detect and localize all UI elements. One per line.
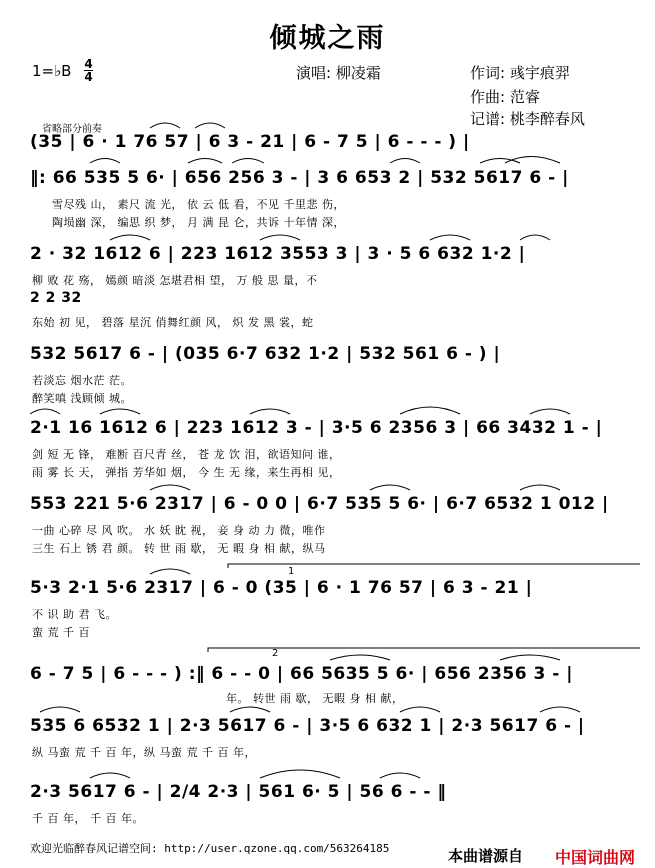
lyric-row-5b: 雨 雾 长 天， 弹指 芳华如 烟， 今 生 无 缘，来生再相 见， — [32, 466, 341, 479]
volta-bracket — [208, 648, 640, 652]
slur — [250, 409, 290, 414]
score-row-10: 2·3 5617 6 - | 2/4 2·3 | 561 6· 5 | 56 6 - - ‖ — [30, 782, 447, 802]
lyric-row-10a: 千 百 年， 千 百 年。 — [32, 812, 144, 825]
volta-bracket — [228, 564, 640, 568]
volta-1: 1 — [288, 566, 295, 577]
key-signature: 1=♭B — [32, 62, 72, 80]
score-row-3-alt: 2 2 32 — [30, 290, 82, 306]
lyricist-credit: 作词: 彧宇痕羿 — [470, 64, 570, 82]
slur — [500, 655, 560, 660]
slur — [30, 409, 60, 414]
slur — [260, 770, 340, 778]
slur — [400, 707, 440, 712]
slur — [232, 159, 264, 164]
song-title: 倾城之雨 — [269, 23, 386, 54]
lyric-row-3b: 东始 初 见， 碧落 星沉 俏舞红颜 风， 炽 发 黑 裳，蛇 — [32, 316, 314, 329]
score-row-3: 2 · 32 1612 6 | 223 1612 3553 3 | 3 · 5 6 632 1·2 | — [30, 244, 526, 264]
slur — [520, 235, 550, 240]
slur — [390, 159, 420, 164]
slur — [90, 773, 130, 778]
lyric-row-7a: 不 识 助 君 飞。 — [32, 608, 117, 621]
slur — [400, 407, 460, 414]
score-row-8: 6 - 7 5 | 6 - - - ) :‖ 6 - - 0 | 66 5635 5 6· | 656 2356 3 - | — [30, 664, 573, 684]
composer-credit: 作曲: 范睿 — [470, 88, 540, 106]
slur — [370, 485, 410, 490]
lyric-row-6b: 三生 石上 锈 君 颜。 转 世 雨 歇， 无 暇 身 相 献，纵马 — [32, 542, 326, 555]
lyric-row-2b: 陶埙幽 深， 编思 织 梦， 月 满 昆 仑，共诉 十年情 深， — [52, 216, 345, 229]
slur — [230, 707, 270, 712]
time-sig-bottom: 4 — [84, 70, 93, 84]
slur — [260, 235, 300, 240]
slur — [100, 409, 140, 414]
score-row-2: ‖: 66 535 5 6· | 656 256 3 - | 3 6 653 2 | 532 5617 6 - | — [30, 168, 569, 188]
singer-credit: 演唱: 柳凌霜 — [296, 64, 381, 82]
slur — [188, 159, 222, 164]
site-label: 中国词曲网 — [555, 848, 636, 867]
slur — [540, 707, 580, 712]
footer-note: 欢迎光临醉春风记谱空间: http://user.qzone.qq.com/563264185 — [30, 842, 390, 855]
lyric-row-7b: 蛮 荒 千 百 — [32, 626, 90, 639]
slur — [520, 485, 560, 490]
score-row-9: 535 6 6532 1 | 2·3 5617 6 - | 3·5 6 632 1 | 2·3 5617 6 - | — [30, 716, 585, 736]
score-row-4: 532 5617 6 - | (035 6·7 632 1·2 | 532 561 6 - ) | — [30, 344, 501, 364]
lyric-row-4a: 若淡忘 烟水茫 茫。 — [32, 374, 132, 387]
lyric-row-2a: 雪尽残 山， 素尺 流 光， 依 云 低 看，不见 千里悲 伤， — [52, 198, 345, 211]
transcriber-credit: 记谱: 桃李醉春风 — [470, 110, 585, 128]
score-row-5: 2·1 16 1612 6 | 223 1612 3 - | 3·5 6 2356 3 | 66 3432 1 - | — [30, 418, 603, 438]
volta-2: 2 — [272, 648, 279, 659]
lyric-row-3a: 柳 败 花 殇， 嫣颜 暗淡 怎堪君相 望， 万 般 思 量，不 — [32, 274, 318, 287]
slur — [380, 773, 420, 778]
lyric-row-5a: 剑 短 无 锋， 难断 百尺青 丝， 苍 龙 饮 泪，欲语知问 谁， — [32, 448, 341, 461]
time-sig-top: 4 — [84, 57, 93, 71]
score-row-6: 553 221 5·6 2317 | 6 - 0 0 | 6·7 535 5 6· | 6·7 6532 1 012 | — [30, 494, 609, 514]
slur — [150, 569, 190, 574]
lyric-row-8a: 年。 转世 雨 歇， 无暇 身 相 献， — [226, 692, 404, 705]
slur — [505, 157, 560, 164]
lyric-row-4b: 醉笑嗔 浅顾倾 城。 — [32, 392, 132, 405]
slur — [195, 123, 225, 128]
slur — [40, 707, 80, 712]
slur — [90, 159, 120, 164]
slur — [430, 235, 470, 240]
slur — [150, 485, 190, 490]
slur — [530, 409, 570, 414]
slur — [150, 123, 180, 128]
prelude-note: 省略部分前奏 — [42, 124, 102, 135]
score-row-1: (35 | 6 · 1 76 57 | 6 3 - 21 | 6 - 7 5 | 6 - - - ) | — [30, 132, 470, 152]
lyric-row-9a: 纵 马蛮 荒 千 百 年，纵 马蛮 荒 千 百 年， — [32, 746, 256, 759]
slur — [330, 655, 390, 660]
slur — [110, 235, 150, 240]
lyric-row-6a: 一曲 心碎 尽 风 吹。 水 妖 眈 视， 妾 身 动 力 微，唯作 — [32, 524, 326, 537]
score-row-7: 5·3 2·1 5·6 2317 | 6 - 0 (35 | 6 · 1 76 57 | 6 3 - 21 | — [30, 578, 533, 598]
source-label: 本曲谱源自 — [448, 847, 524, 865]
